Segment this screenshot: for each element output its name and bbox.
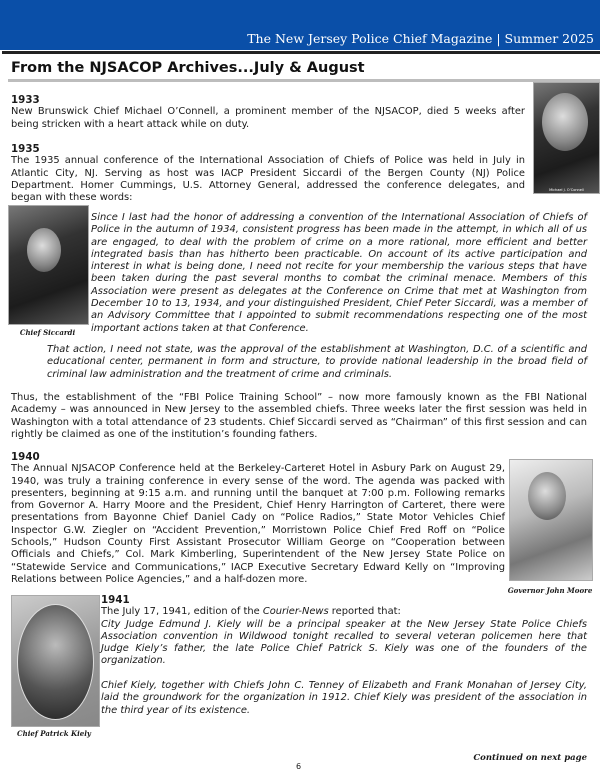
year-heading: 1935 (11, 143, 40, 155)
photo-caption: Michael J. O’Connell (549, 188, 584, 192)
section-1940 (11, 451, 505, 586)
photo-caption: Chief Siccardi (19, 328, 76, 337)
section-text: New Brunswick Chief Michael O’Connell, a prominent member of the NJSACOP, died 5 weeks after being stricken with a heart attack while on duty. (11, 106, 525, 130)
photo-caption: Governor John Moore (507, 586, 593, 595)
section-1933 (11, 94, 525, 131)
quote-paragraph: Since I last had the honor of addressing a convention of the International Association of Chiefs of Police in the autumn of 1934, consistent progress has been made in the attempt, in which all of us are engaged, to deal with the problem of crime on a more rational, more efficient and better integrated basis than has hitherto been practicable. On account of its active participation and interest in what is being done, I need not recite for your membership the various steps that have been taken during the past several months to combat the criminal menace. Members of this Association were present as delegates at the Conference on Crime that met at Washington from December 10 to 13, 1934, and your distinguished President, Chief Peter Siccardi, was a member of an Advisory Committee that I appointed to submit recommendations respecting one of the most important actions taken at that Conference. (91, 212, 587, 334)
page-title: From the NJSACOP Archives...July & August (11, 60, 365, 76)
intro-text: The July 17, 1941, edition of the (101, 606, 263, 618)
year-heading: 1941 (101, 594, 130, 606)
photo-kiely (11, 595, 100, 727)
section-text: The 1935 annual conference of the International Association of Chiefs of Police was held in July in Atlantic City, NJ. Serving as host was IACP President Siccardi of the Bergen County (NJ) Police Department. Homer Cummings, U.S. Attorney General, addressed the conference delegates, and began with these words: (11, 155, 525, 204)
quote-paragraph: Chief Kiely, together with Chiefs John C. Tenney of Elizabeth and Frank Monahan of Jersey City, laid the groundwork for the organization in 1912. Chief Kiely was president of the association in the third year of its existence. (101, 680, 587, 716)
photo-moore (509, 459, 593, 581)
publication-name: Courier-News (262, 606, 329, 618)
photo-oconnell (533, 82, 600, 194)
magazine-title: The New Jersey Police Chief Magazine | Summer 2025 (247, 31, 594, 46)
quote-paragraph: City Judge Edmund J. Kiely will be a principal speaker at the New Jersey State Police Chiefs Association convention in Wildwood tonight recalled to several veteran policemen here that Judge Kiely’s father, the late Police Chief Patrick S. Kiely was one of the founders of the organization. (101, 618, 587, 667)
section-text: Thus, the establishment of the “FBI Police Training School” – now more famously known as the FBI National Academy – was announced in New Jersey to the assembled chiefs. Three weeks later the first session was held in Washington with a total attendance of 23 students. Chief Siccardi served as “Chairman” of this first session and can rightly be claimed as one of the institution’s founding fathers. (11, 392, 587, 440)
page-number: 6 (296, 762, 302, 771)
photo-siccardi (8, 205, 89, 325)
section-text: The Annual NJSACOP Conference held at the Berkeley-Carteret Hotel in Asbury Park on August 29, 1940, was truly a training conference in every sense of the word. The agenda was packed with presenters, beginning at 9:15 a.m. and running until the banquet at 7:00 p.m. Following remarks from Governor A. Harry Moore and the President, Chief Henry Harrington of Carteret, there were presentations from Bayonne Chief Daniel Cady on “Police Radios,” State Motor Vehicles Chief Inspector G.W. Ziegler on “Accident Prevention,” Morristown Police Chief Fred Roff on “Police Schools,” Hudson County First Assistant Prosecutor William George on “Cooperation between Officials and Chiefs,” Col. Mark Kimberling, Superintendent of the New Jersey State Police on “Statewide Service and Communications,” IACP Executive Secretary Edward Kelly on “Improving Relations between Police Agencies,” and a half-dozen more. (11, 463, 505, 585)
quote-paragraph: That action, I need not state, was the approval of the establishment at Washington, D.C. of a scientific and educational center, permanent in form and structure, to provide national leadership in the broad field of criminal law administration and the treatment of crime and criminals. (47, 344, 587, 380)
intro-text: reported that: (328, 606, 401, 618)
section-1941 (101, 594, 587, 717)
year-heading: 1940 (11, 451, 40, 463)
title-divider (8, 79, 600, 82)
photo-caption: Chief Patrick Kiely (17, 729, 91, 738)
header-divider (2, 51, 600, 54)
section-1935 (11, 143, 525, 204)
continued-note: Continued on next page (473, 753, 587, 763)
year-heading: 1933 (11, 94, 40, 106)
